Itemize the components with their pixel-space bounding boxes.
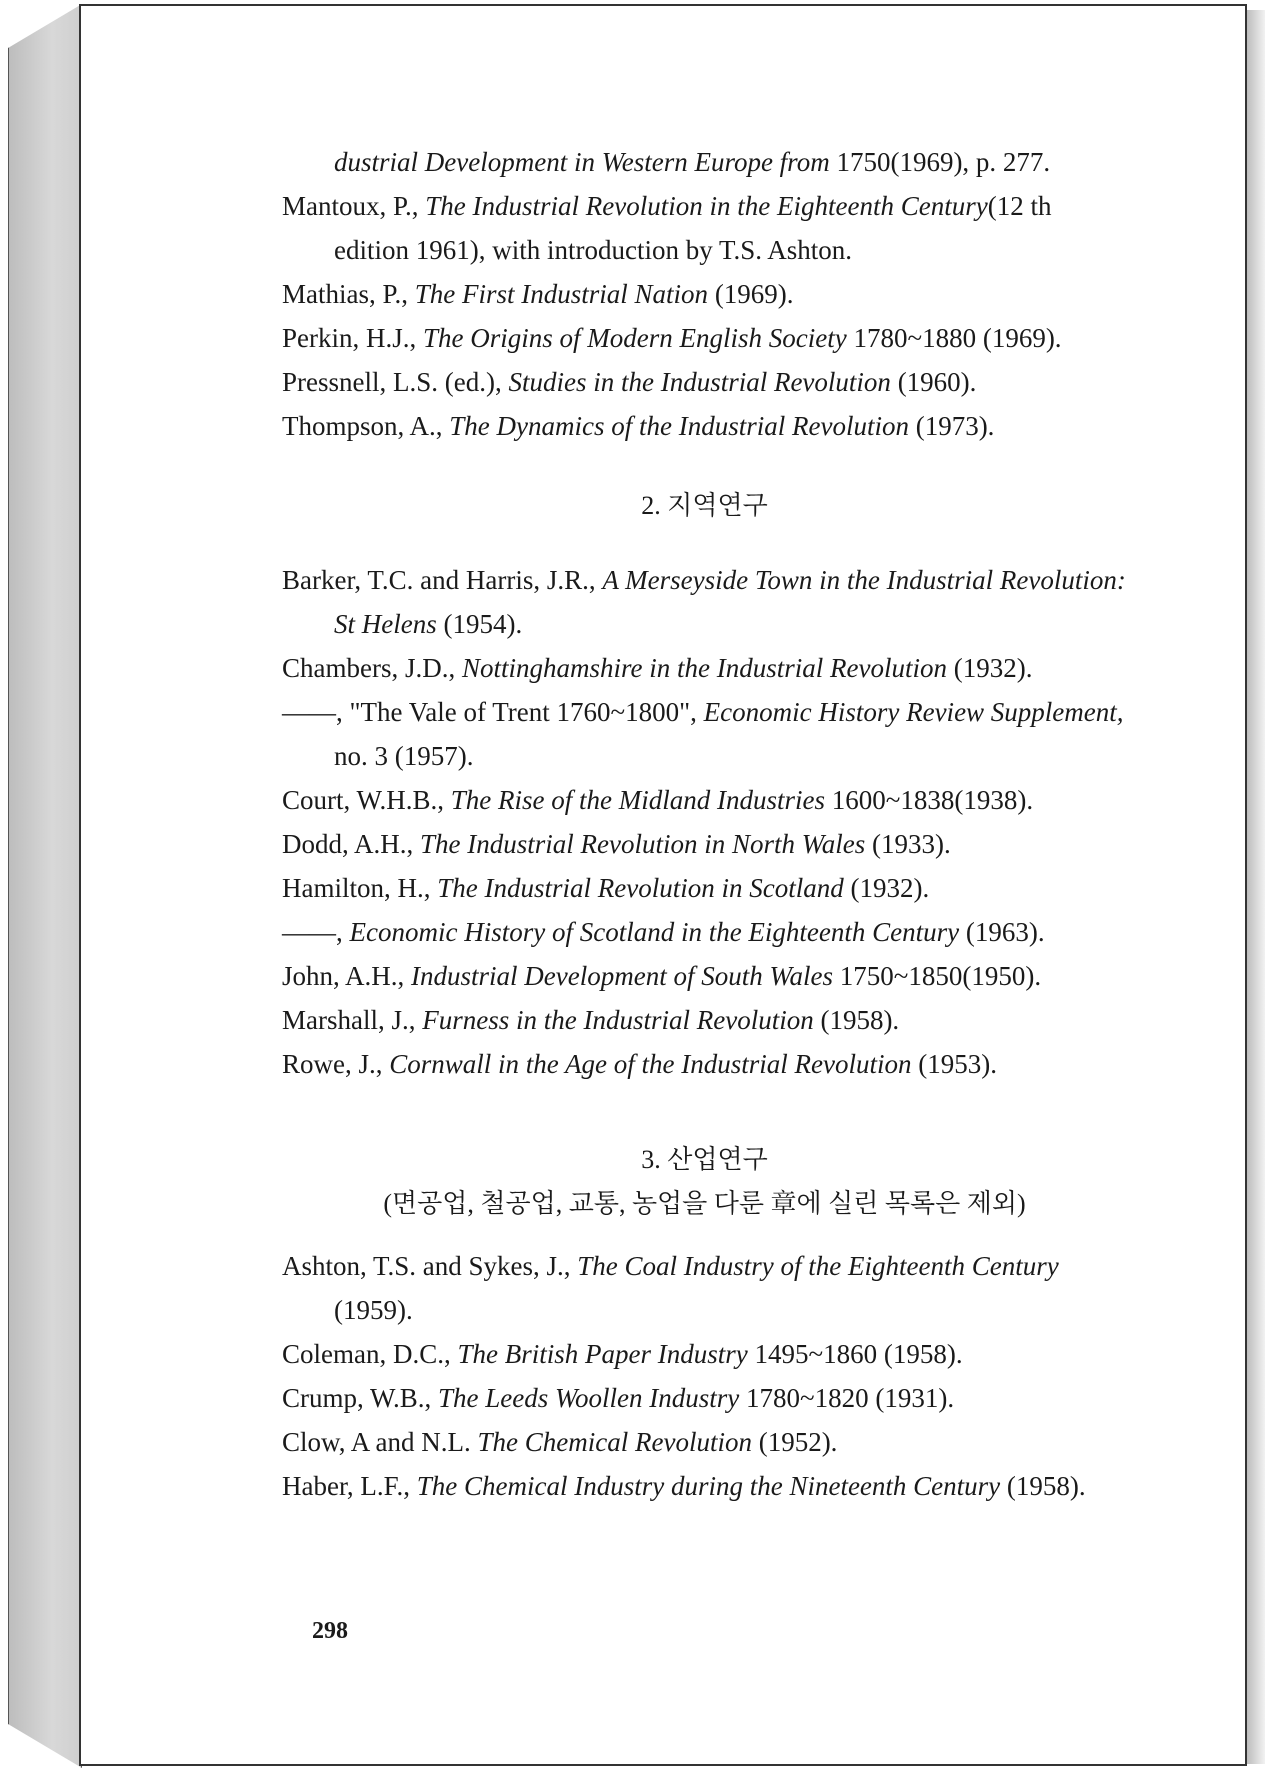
bib-entry: Mathias, P., The First Industrial Nation (1969).: [282, 279, 794, 309]
bib-entry: Court, W.H.B., The Rise of the Midland Industries 1600~1838(1938).: [282, 785, 1034, 815]
bib-entry: Mantoux, P., The Industrial Revolution in the Eighteenth Century(12 th edition 1961), with introduction by T.S. Ashton.: [282, 191, 1052, 265]
section-heading-regional: 2. 지역연구: [641, 491, 768, 520]
bib-entry: Pressnell, L.S. (ed.), Studies in the Industrial Revolution (1960).: [282, 367, 977, 397]
book-spine: [8, 4, 82, 1768]
section-heading-industry: 3. 산업연구: [641, 1145, 768, 1174]
bib-entry: Perkin, H.J., The Origins of Modern English Society 1780~1880 (1969).: [282, 323, 1062, 353]
bib-entry: Thompson, A., The Dynamics of the Industrial Revolution (1973).: [282, 411, 995, 441]
bib-entry: Dodd, A.H., The Industrial Revolution in North Wales (1933).: [282, 829, 951, 859]
bib-entry: Chambers, J.D., Nottinghamshire in the Industrial Revolution (1932).: [282, 653, 1033, 683]
bib-entry: Rowe, J., Cornwall in the Age of the Industrial Revolution (1953).: [282, 1049, 997, 1079]
bib-entry: ——, "The Vale of Trent 1760~1800", Economic History Review Supplement, no. 3 (1957).: [282, 697, 1124, 771]
entries-top: [282, 140, 1127, 448]
bib-entry: ——, Economic History of Scotland in the Eighteenth Century (1963).: [282, 917, 1045, 947]
book-edge-shadow: [1247, 10, 1265, 1764]
bib-entry: Marshall, J., Furness in the Industrial Revolution (1958).: [282, 1005, 900, 1035]
bib-entry: Coleman, D.C., The British Paper Industry 1495~1860 (1958).: [282, 1339, 963, 1369]
bib-entry: John, A.H., Industrial Development of South Wales 1750~1850(1950).: [282, 961, 1042, 991]
bib-entry: dustrial Development in Western Europe from 1750(1969), p. 277.: [334, 147, 1051, 177]
entries-regional: [282, 558, 1127, 1086]
entries-industry: [282, 1244, 1127, 1508]
section-subheading-industry: (면공업, 철공업, 교통, 농업을 다룬 章에 실린 목록은 제외): [383, 1189, 1026, 1218]
bibliography-content: [282, 140, 1127, 1508]
page-number: 298: [312, 1618, 348, 1644]
bib-entry: Ashton, T.S. and Sykes, J., The Coal Industry of the Eighteenth Century (1959).: [282, 1251, 1059, 1325]
bib-entry: Barker, T.C. and Harris, J.R., A Merseyside Town in the Industrial Revolution: St Helens (1954).: [282, 565, 1126, 639]
bib-entry: Haber, L.F., The Chemical Industry during the Nineteenth Century (1958).: [282, 1471, 1086, 1501]
bib-entry: Clow, A and N.L. The Chemical Revolution (1952).: [282, 1427, 838, 1457]
bib-entry: Crump, W.B., The Leeds Woollen Industry 1780~1820 (1931).: [282, 1383, 955, 1413]
bib-entry: Hamilton, H., The Industrial Revolution in Scotland (1932).: [282, 873, 930, 903]
